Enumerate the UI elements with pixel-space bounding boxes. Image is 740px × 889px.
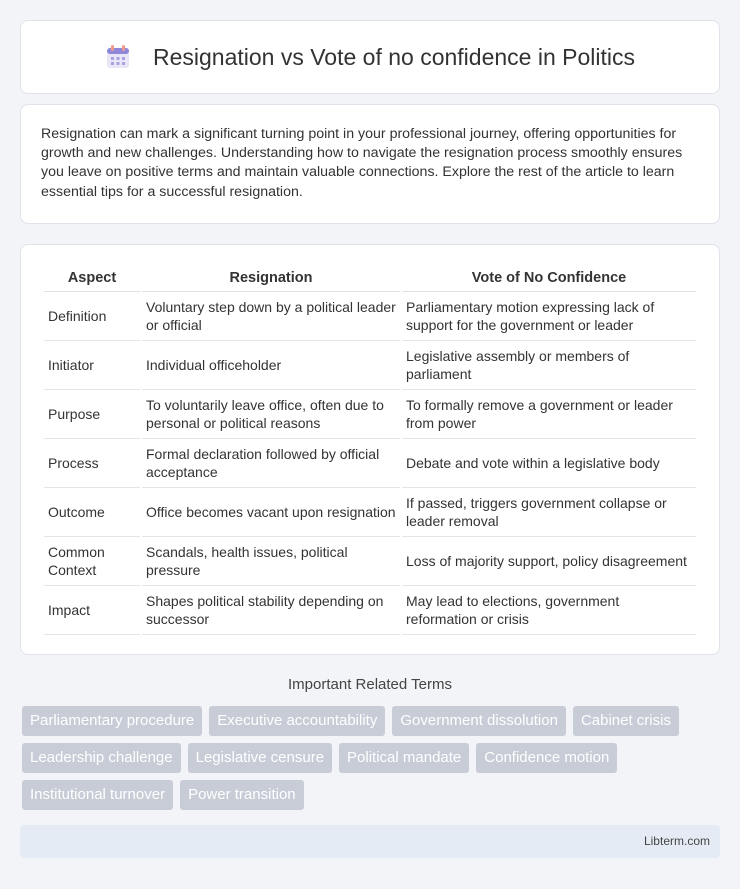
tag-political-mandate[interactable]: Political mandate: [339, 743, 469, 773]
related-terms-list: [22, 706, 722, 817]
tag-executive-accountability[interactable]: Executive accountability: [209, 706, 385, 736]
tag-power-transition[interactable]: Power transition: [180, 780, 304, 810]
row-vote: If passed, triggers government collapse or leader removal: [402, 488, 696, 537]
row-vote: Debate and vote within a legislative body: [402, 439, 696, 488]
calendar-icon: [105, 44, 131, 70]
tag-confidence-motion[interactable]: Confidence motion: [476, 743, 617, 773]
row-resignation: Individual officeholder: [142, 341, 400, 390]
row-aspect: Common Context: [44, 537, 140, 586]
header-vote: Vote of No Confidence: [402, 264, 696, 292]
tag-government-dissolution[interactable]: Government dissolution: [392, 706, 566, 736]
row-aspect: Impact: [44, 586, 140, 635]
row-aspect: Definition: [44, 292, 140, 341]
header-card: [20, 20, 720, 94]
related-terms-title: Important Related Terms: [288, 676, 452, 693]
table-row: [44, 537, 696, 586]
row-aspect: Initiator: [44, 341, 140, 390]
table-row: [44, 341, 696, 390]
tag-cabinet-crisis[interactable]: Cabinet crisis: [573, 706, 679, 736]
row-vote: May lead to elections, government reformation or crisis: [402, 586, 696, 635]
footer-site-link[interactable]: Libterm.com: [643, 834, 710, 848]
header-aspect: Aspect: [44, 264, 140, 292]
table-header-row: [44, 264, 696, 292]
table-row: [44, 586, 696, 635]
row-vote: To formally remove a government or leader from power: [402, 390, 696, 439]
row-resignation: To voluntarily leave office, often due to personal or political reasons: [142, 390, 400, 439]
tag-leadership-challenge[interactable]: Leadership challenge: [22, 743, 181, 773]
tag-parliamentary-procedure[interactable]: Parliamentary procedure: [22, 706, 202, 736]
row-vote: Loss of majority support, policy disagreement: [402, 537, 696, 586]
row-resignation: Shapes political stability depending on successor: [142, 586, 400, 635]
tag-legislative-censure[interactable]: Legislative censure: [188, 743, 332, 773]
intro-card: [20, 104, 720, 224]
row-aspect: Purpose: [44, 390, 140, 439]
table-row: [44, 292, 696, 341]
table-row: [44, 390, 696, 439]
intro-text: Resignation can mark a significant turning point in your professional journey, offering opportunities for growth and new challenges. Understanding how to navigate the resignation process smoothly ensures you leave on positive terms and maintain valuable connections. Explore the rest of the article to learn essential tips for a successful resignation.: [41, 126, 683, 200]
row-resignation: Formal declaration followed by official acceptance: [142, 439, 400, 488]
row-resignation: Voluntary step down by a political leader or official: [142, 292, 400, 341]
comparison-card: [20, 244, 720, 655]
row-aspect: Outcome: [44, 488, 140, 537]
footer: [20, 825, 720, 858]
table-row: [44, 488, 696, 537]
comparison-table: [42, 264, 698, 635]
row-vote: Legislative assembly or members of parliament: [402, 341, 696, 390]
page-title: Resignation vs Vote of no confidence in Politics: [152, 43, 635, 70]
header-resignation: Resignation: [142, 264, 400, 292]
row-vote: Parliamentary motion expressing lack of support for the government or leader: [402, 292, 696, 341]
row-aspect: Process: [44, 439, 140, 488]
row-resignation: Office becomes vacant upon resignation: [142, 488, 400, 537]
tag-institutional-turnover[interactable]: Institutional turnover: [22, 780, 173, 810]
table-row: [44, 439, 696, 488]
row-resignation: Scandals, health issues, political pressure: [142, 537, 400, 586]
